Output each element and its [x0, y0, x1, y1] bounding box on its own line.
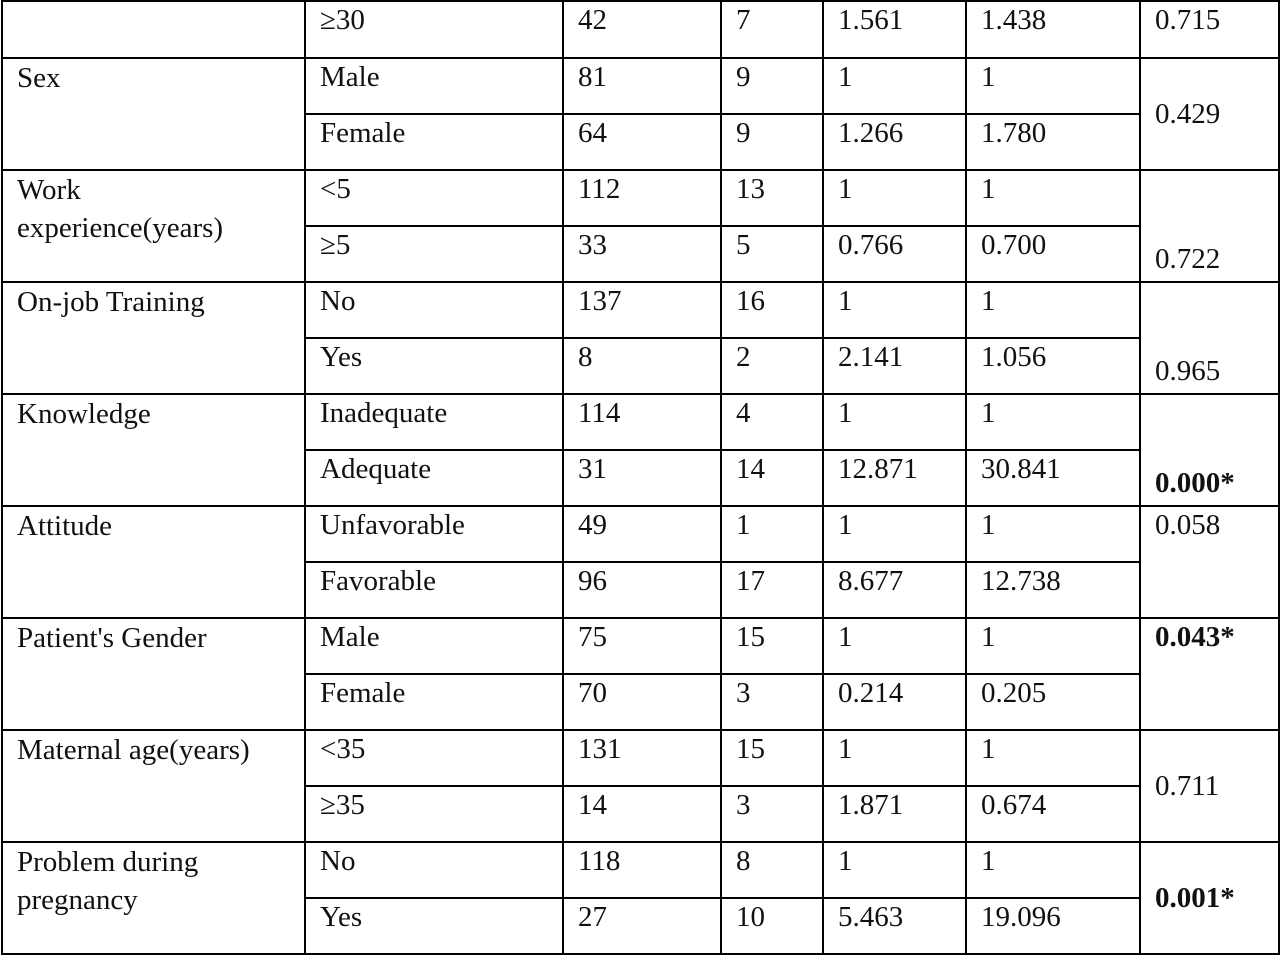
- count-cell: 5: [721, 226, 823, 282]
- table-row: [2, 842, 1279, 898]
- count-cell: 118: [563, 842, 721, 898]
- variable-cell: Patient's Gender: [2, 618, 305, 730]
- level-cell: ≥35: [305, 786, 563, 842]
- aor-cell: 1: [966, 506, 1140, 562]
- count-cell: 112: [563, 170, 721, 226]
- count-cell: 27: [563, 898, 721, 954]
- aor-cell: 1: [966, 394, 1140, 450]
- p-value-cell: 0.722: [1140, 170, 1279, 282]
- level-cell: Female: [305, 674, 563, 730]
- count-cell: 14: [721, 450, 823, 506]
- aor-cell: 1: [966, 58, 1140, 114]
- cor-cell: 1: [823, 282, 966, 338]
- count-cell: 49: [563, 506, 721, 562]
- cor-cell: 1: [823, 170, 966, 226]
- count-cell: 8: [721, 842, 823, 898]
- count-cell: 15: [721, 730, 823, 786]
- level-cell: ≥30: [305, 1, 563, 58]
- count-cell: 16: [721, 282, 823, 338]
- level-cell: ≥5: [305, 226, 563, 282]
- p-value-cell: 0.001*: [1140, 842, 1279, 954]
- table-row: [2, 1, 1279, 58]
- count-cell: 96: [563, 562, 721, 618]
- cor-cell: 1.561: [823, 1, 966, 58]
- aor-cell: 1: [966, 842, 1140, 898]
- count-cell: 131: [563, 730, 721, 786]
- level-cell: Male: [305, 58, 563, 114]
- cor-cell: 1: [823, 58, 966, 114]
- aor-cell: 1: [966, 282, 1140, 338]
- cor-cell: 2.141: [823, 338, 966, 394]
- count-cell: 70: [563, 674, 721, 730]
- variable-cell: Attitude: [2, 506, 305, 618]
- count-cell: 1: [721, 506, 823, 562]
- variable-cell: On-job Training: [2, 282, 305, 394]
- aor-cell: 1: [966, 618, 1140, 674]
- count-cell: 17: [721, 562, 823, 618]
- aor-cell: 0.205: [966, 674, 1140, 730]
- cor-cell: 1: [823, 506, 966, 562]
- table-row: [2, 394, 1279, 450]
- table-row: [2, 506, 1279, 562]
- count-cell: 9: [721, 58, 823, 114]
- count-cell: 3: [721, 674, 823, 730]
- level-cell: <35: [305, 730, 563, 786]
- count-cell: 4: [721, 394, 823, 450]
- aor-cell: 12.738: [966, 562, 1140, 618]
- cor-cell: 5.463: [823, 898, 966, 954]
- level-cell: <5: [305, 170, 563, 226]
- aor-cell: 0.674: [966, 786, 1140, 842]
- count-cell: 10: [721, 898, 823, 954]
- count-cell: 64: [563, 114, 721, 170]
- level-cell: No: [305, 842, 563, 898]
- table-row: [2, 170, 1279, 226]
- table-row: [2, 282, 1279, 338]
- cor-cell: 1: [823, 730, 966, 786]
- count-cell: 8: [563, 338, 721, 394]
- level-cell: Adequate: [305, 450, 563, 506]
- count-cell: 9: [721, 114, 823, 170]
- aor-cell: 0.700: [966, 226, 1140, 282]
- level-cell: Unfavorable: [305, 506, 563, 562]
- count-cell: 42: [563, 1, 721, 58]
- level-cell: Inadequate: [305, 394, 563, 450]
- p-value-cell: 0.715: [1140, 1, 1279, 58]
- aor-cell: 1: [966, 170, 1140, 226]
- cor-cell: 0.214: [823, 674, 966, 730]
- p-value-cell: 0.965: [1140, 282, 1279, 394]
- count-cell: 81: [563, 58, 721, 114]
- cor-cell: 1: [823, 618, 966, 674]
- level-cell: Female: [305, 114, 563, 170]
- count-cell: 31: [563, 450, 721, 506]
- p-value-cell: 0.058: [1140, 506, 1279, 618]
- results-table: [1, 0, 1280, 955]
- p-value-cell: 0.711: [1140, 730, 1279, 842]
- table-body: [2, 1, 1279, 954]
- aor-cell: 1: [966, 730, 1140, 786]
- count-cell: 14: [563, 786, 721, 842]
- cor-cell: 8.677: [823, 562, 966, 618]
- level-cell: Yes: [305, 898, 563, 954]
- cor-cell: 1: [823, 394, 966, 450]
- count-cell: 7: [721, 1, 823, 58]
- p-value-cell: 0.043*: [1140, 618, 1279, 730]
- cor-cell: 1.266: [823, 114, 966, 170]
- table-row: [2, 618, 1279, 674]
- variable-cell: Problem during pregnancy: [2, 842, 305, 954]
- count-cell: 137: [563, 282, 721, 338]
- level-cell: Yes: [305, 338, 563, 394]
- cor-cell: 1: [823, 842, 966, 898]
- cor-cell: 0.766: [823, 226, 966, 282]
- count-cell: 33: [563, 226, 721, 282]
- p-value-cell: 0.000*: [1140, 394, 1279, 506]
- aor-cell: 30.841: [966, 450, 1140, 506]
- aor-cell: 1.780: [966, 114, 1140, 170]
- level-cell: Male: [305, 618, 563, 674]
- table-row: [2, 730, 1279, 786]
- cor-cell: 1.871: [823, 786, 966, 842]
- variable-cell: Knowledge: [2, 394, 305, 506]
- table-row: [2, 58, 1279, 114]
- aor-cell: 1.056: [966, 338, 1140, 394]
- cor-cell: 12.871: [823, 450, 966, 506]
- variable-cell: Work experience(years): [2, 170, 305, 282]
- count-cell: 13: [721, 170, 823, 226]
- variable-cell: Sex: [2, 58, 305, 170]
- level-cell: Favorable: [305, 562, 563, 618]
- variable-cell: [2, 1, 305, 58]
- count-cell: 2: [721, 338, 823, 394]
- variable-cell: Maternal age(years): [2, 730, 305, 842]
- aor-cell: 19.096: [966, 898, 1140, 954]
- count-cell: 114: [563, 394, 721, 450]
- level-cell: No: [305, 282, 563, 338]
- count-cell: 75: [563, 618, 721, 674]
- count-cell: 15: [721, 618, 823, 674]
- p-value-cell: 0.429: [1140, 58, 1279, 170]
- count-cell: 3: [721, 786, 823, 842]
- aor-cell: 1.438: [966, 1, 1140, 58]
